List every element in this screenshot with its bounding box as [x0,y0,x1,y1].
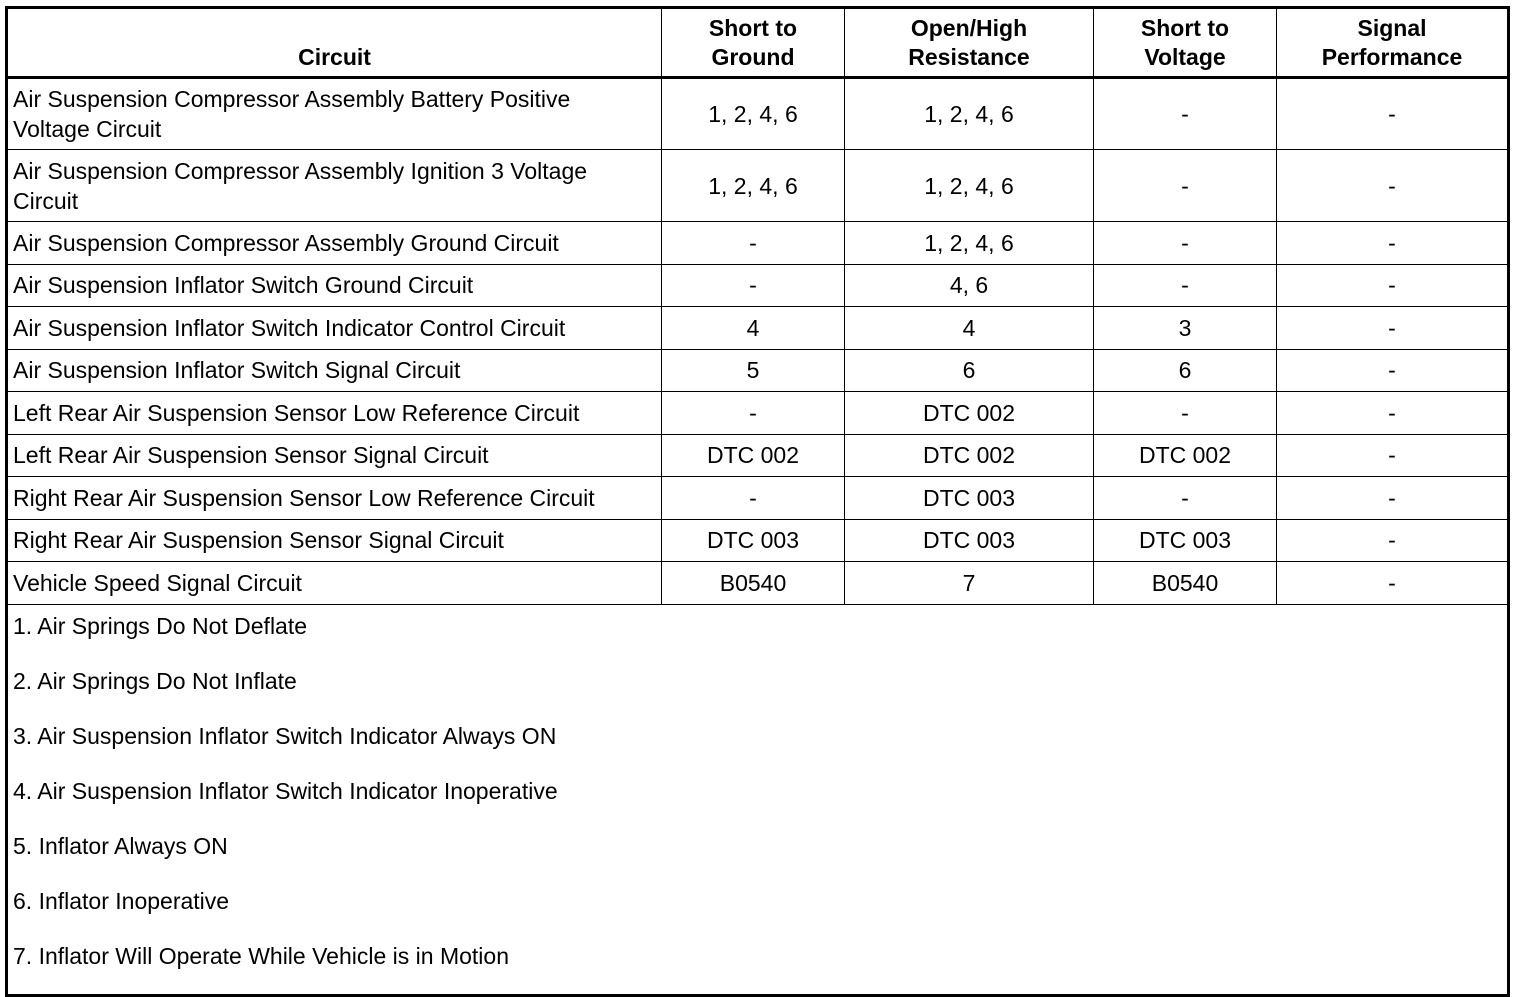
circuit-diagnostic-table [5,6,1510,997]
table-row [7,222,1509,265]
signal-performance-value: - [1277,562,1509,605]
open-high-value: 1, 2, 4, 6 [845,150,1094,222]
signal-performance-value: - [1277,78,1509,150]
circuit-name: Left Rear Air Suspension Sensor Low Reference Circuit [7,392,662,435]
circuit-name: Air Suspension Compressor Assembly Ignition 3 Voltage Circuit [7,150,662,222]
short-to-voltage-value: - [1094,78,1277,150]
short-to-ground-value: - [662,477,845,520]
note-item: 6. Inflator Inoperative [13,887,230,914]
signal-performance-value: - [1277,519,1509,562]
short-to-ground-value: - [662,264,845,307]
table-row [7,519,1509,562]
header-circuit: Circuit [7,8,662,78]
note-item: 1. Air Springs Do Not Deflate [13,612,308,639]
notes-list [7,604,1509,995]
signal-performance-value: - [1277,434,1509,477]
short-to-voltage-value: 3 [1094,307,1277,350]
short-to-ground-value: 1, 2, 4, 6 [662,150,845,222]
short-to-ground-value: B0540 [662,562,845,605]
circuit-name: Air Suspension Inflator Switch Ground Circuit [7,264,662,307]
note-item: 4. Air Suspension Inflator Switch Indicator Inoperative [13,777,558,804]
short-to-voltage-value: - [1094,150,1277,222]
signal-performance-value: - [1277,477,1509,520]
open-high-value: DTC 002 [845,392,1094,435]
short-to-voltage-value: B0540 [1094,562,1277,605]
open-high-value: DTC 002 [845,434,1094,477]
signal-performance-value: - [1277,150,1509,222]
circuit-name: Vehicle Speed Signal Circuit [7,562,662,605]
notes-row [7,604,1509,995]
signal-performance-value: - [1277,222,1509,265]
open-high-value: 4 [845,307,1094,350]
signal-performance-value: - [1277,264,1509,307]
short-to-ground-value: - [662,222,845,265]
short-to-voltage-value: - [1094,264,1277,307]
open-high-value: DTC 003 [845,477,1094,520]
signal-performance-value: - [1277,392,1509,435]
header-short-to-ground: Short to Ground [662,8,845,78]
circuit-name: Left Rear Air Suspension Sensor Signal Circuit [7,434,662,477]
short-to-voltage-value: 6 [1094,349,1277,392]
circuit-name: Air Suspension Compressor Assembly Battery Positive Voltage Circuit [7,78,662,150]
signal-performance-value: - [1277,349,1509,392]
table-row [7,150,1509,222]
header-row [7,8,1509,78]
note-item: 2. Air Springs Do Not Inflate [13,667,297,694]
table-row [7,562,1509,605]
table-row [7,78,1509,150]
open-high-value: 7 [845,562,1094,605]
open-high-value: 1, 2, 4, 6 [845,78,1094,150]
short-to-voltage-value: - [1094,477,1277,520]
circuit-name: Air Suspension Inflator Switch Indicator Control Circuit [7,307,662,350]
note-item: 3. Air Suspension Inflator Switch Indicator Always ON [13,722,557,749]
signal-performance-value: - [1277,307,1509,350]
header-signal-performance: Signal Performance [1277,8,1509,78]
open-high-value: 4, 6 [845,264,1094,307]
note-item: 7. Inflator Will Operate While Vehicle is in Motion [13,942,509,969]
open-high-value: DTC 003 [845,519,1094,562]
table-row [7,392,1509,435]
circuit-name: Air Suspension Inflator Switch Signal Circuit [7,349,662,392]
open-high-value: 1, 2, 4, 6 [845,222,1094,265]
short-to-voltage-value: - [1094,392,1277,435]
note-item: 5. Inflator Always ON [13,832,228,859]
table-row [7,349,1509,392]
open-high-value: 6 [845,349,1094,392]
circuit-name: Air Suspension Compressor Assembly Ground Circuit [7,222,662,265]
table-row [7,307,1509,350]
short-to-voltage-value: DTC 003 [1094,519,1277,562]
header-open-high-resistance: Open/High Resistance [845,8,1094,78]
short-to-ground-value: DTC 002 [662,434,845,477]
table-row [7,477,1509,520]
table-row [7,434,1509,477]
table-row [7,264,1509,307]
circuit-name: Right Rear Air Suspension Sensor Low Reference Circuit [7,477,662,520]
circuit-name: Right Rear Air Suspension Sensor Signal Circuit [7,519,662,562]
short-to-voltage-value: DTC 002 [1094,434,1277,477]
short-to-ground-value: 1, 2, 4, 6 [662,78,845,150]
short-to-ground-value: - [662,392,845,435]
header-short-to-voltage: Short to Voltage [1094,8,1277,78]
short-to-ground-value: 4 [662,307,845,350]
short-to-ground-value: DTC 003 [662,519,845,562]
short-to-voltage-value: - [1094,222,1277,265]
short-to-ground-value: 5 [662,349,845,392]
